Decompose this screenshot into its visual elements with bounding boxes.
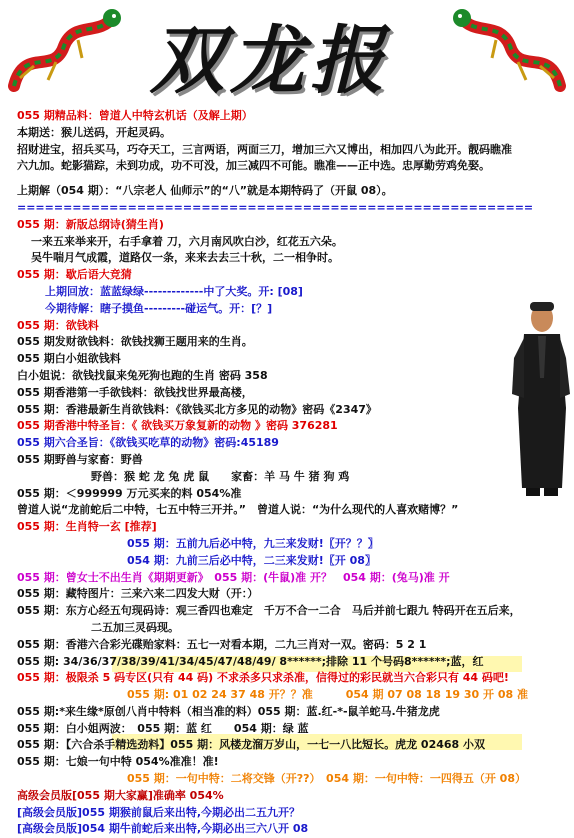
text-line: 招财进宝，招兵买马，巧夺天工，三言两语，两面三刀，增加三六又博出，相加四八为此开。靓码瞧准: [17, 142, 512, 156]
dragon-icon-right: [450, 6, 570, 102]
text-line: 二五加三灵码现。: [91, 620, 179, 634]
text-line: 野兽：猴 蛇 龙 兔 虎 鼠 家畜：羊 马 牛 猪 狗 鸡: [91, 469, 350, 483]
text-line: [高级会员版]054 期牛前蛇后来出特,今期必出三六八开 08: [17, 822, 309, 836]
text-line: 055 期香港中特圣旨：《 欲钱买万象复新的动物 》密码 376281: [17, 419, 338, 433]
text-line: 055 期精品料：曾道人中特玄机话（及解上期）: [17, 109, 253, 122]
text-line: 吴牛喘月气成霞，道路仅一条，来来去去三十秋，二一相争时。: [31, 251, 339, 265]
text-line: 055 期: 01 02 24 37 48 开？？准 054 期 07 08 18 19 30 开 08 准: [127, 688, 528, 702]
text-line: ========================================================: [17, 200, 534, 214]
text-line: 055 期：歇后语大竞猜: [17, 268, 132, 282]
page-title: 双龙报: [150, 18, 390, 104]
text-line: 055 期：香港六合彩光碟贻家料：五七一对看本期，二九三肖对一双。密码：5 2 1: [17, 637, 427, 651]
text-line: 本期送：猴儿送码，开起灵码。: [17, 125, 171, 139]
banner: [0, 0, 574, 108]
text-line: 055 期：藏特图片：三来六来二四发大财（开：）: [17, 587, 259, 601]
text-line: 055 期：极限杀 5 码专区(只有 44 码) 不求杀多只求杀准，信得过的彩民就当六合彩只有 44 码吧!: [17, 671, 509, 685]
text-line: 055 期: 34/36/37/38/39/41/34/45/47/48/49/ 8******;排除 11 个号码8******;蓝，红: [17, 654, 484, 668]
text-line: 055 期:*来生缘*原创八肖中特料（相当准的料）055 期：蓝.红-*-鼠羊蛇马.牛猪龙虎: [17, 704, 440, 718]
text-line: 白小姐说：欲钱找鼠来兔死狗也跑的生肖 密码 358: [17, 368, 268, 382]
text-line: [高级会员版]055 期猴前鼠后来出特,今期必出二五九开？: [17, 805, 301, 819]
text-line: 上期解（054 期）：“八宗老人 仙师示”的“八”就是本期特码了（开鼠 08）。: [17, 184, 393, 198]
text-line: 055 期：七娘一句中特 054%准准！准!: [17, 755, 219, 769]
text-line: 055 期：生肖特一玄 [推荐]: [17, 520, 157, 534]
text-line: 055 期：五前九后必中特，九三来发财!〖开？？〗: [127, 536, 379, 550]
text-line: 055 期：东方心经五句现码诗：观三香四也难定 千万不合一二合 马后并前七跟九 特码开在五后来，: [17, 604, 521, 618]
text-line: 055 期：曾女士不出生肖《期期更新》 055 期：(牛鼠)准 开？ 054 期：(兔马)准 开: [17, 570, 450, 584]
text-line: 曾道人说“龙前蛇后二中特，七五中特三开并。” 曾道人说：“为什么现代的人喜欢赌博？”: [17, 503, 459, 517]
text-line: 055 期：【六合杀手精选劲料】055 期：风楼龙溜万岁山，一七一八比短长。虎龙 02468 小双: [17, 738, 486, 752]
text-line: 055 期：香港最新生肖欲钱料：《欲钱买北方多见的动物》密码《2347》: [17, 402, 377, 416]
text-line: 055 期：新版总纲诗(猜生肖): [17, 217, 164, 231]
text-line: [17, 175, 562, 183]
text-line: 六九加。蛇影猫踪，未到功成，功不可没，加三减四不可能。瞧准——正中选。忠厚勤劳鸡免娶。: [17, 159, 490, 173]
text-line: 055 期白小姐欲钱料: [17, 352, 121, 366]
text-line: 高级会员版[055 期大家赢]准确率 054%: [17, 788, 224, 802]
text-line: 上期回放：蓝蓝绿绿-------------中了大奖。开: [08]: [45, 284, 303, 298]
text-line: 055 期：＜999999 万元买来的料 054%准: [17, 486, 242, 500]
text-line: 055 期：欲钱料: [17, 318, 99, 332]
text-line: 055 期发财欲钱料：欲钱找狮王题用来的生肖。: [17, 335, 253, 349]
text-line: 一来五来举来开，右手拿着 刀，六月南风吹白沙，红花五六朵。: [31, 234, 343, 248]
text-line: 055 期：白小姐两波： 055 期：蓝 红 054 期：绿 蓝: [17, 721, 309, 735]
text-line: 054 期：九前三后必中特，二三来发财!〖开 08〗: [127, 553, 376, 567]
text-line: 今期待解：瞎子摸鱼---------碰运气。开：[？]: [45, 301, 273, 315]
text-line: 055 期六合圣旨：《欲钱买吃草的动物》密码:45189: [17, 436, 279, 450]
text-line: 055 期：一句中特：二将交锋（开??） 054 期：一句中特：一四得五（开 08）: [127, 772, 526, 786]
article-body: [17, 108, 562, 838]
text-line: 055 期香港第一手欲钱料：欲钱找世界最高楼，: [17, 385, 253, 399]
dragon-icon: [4, 6, 124, 102]
man-portrait: [508, 298, 572, 498]
text-line: 055 期野兽与家畜：野兽: [17, 452, 143, 466]
